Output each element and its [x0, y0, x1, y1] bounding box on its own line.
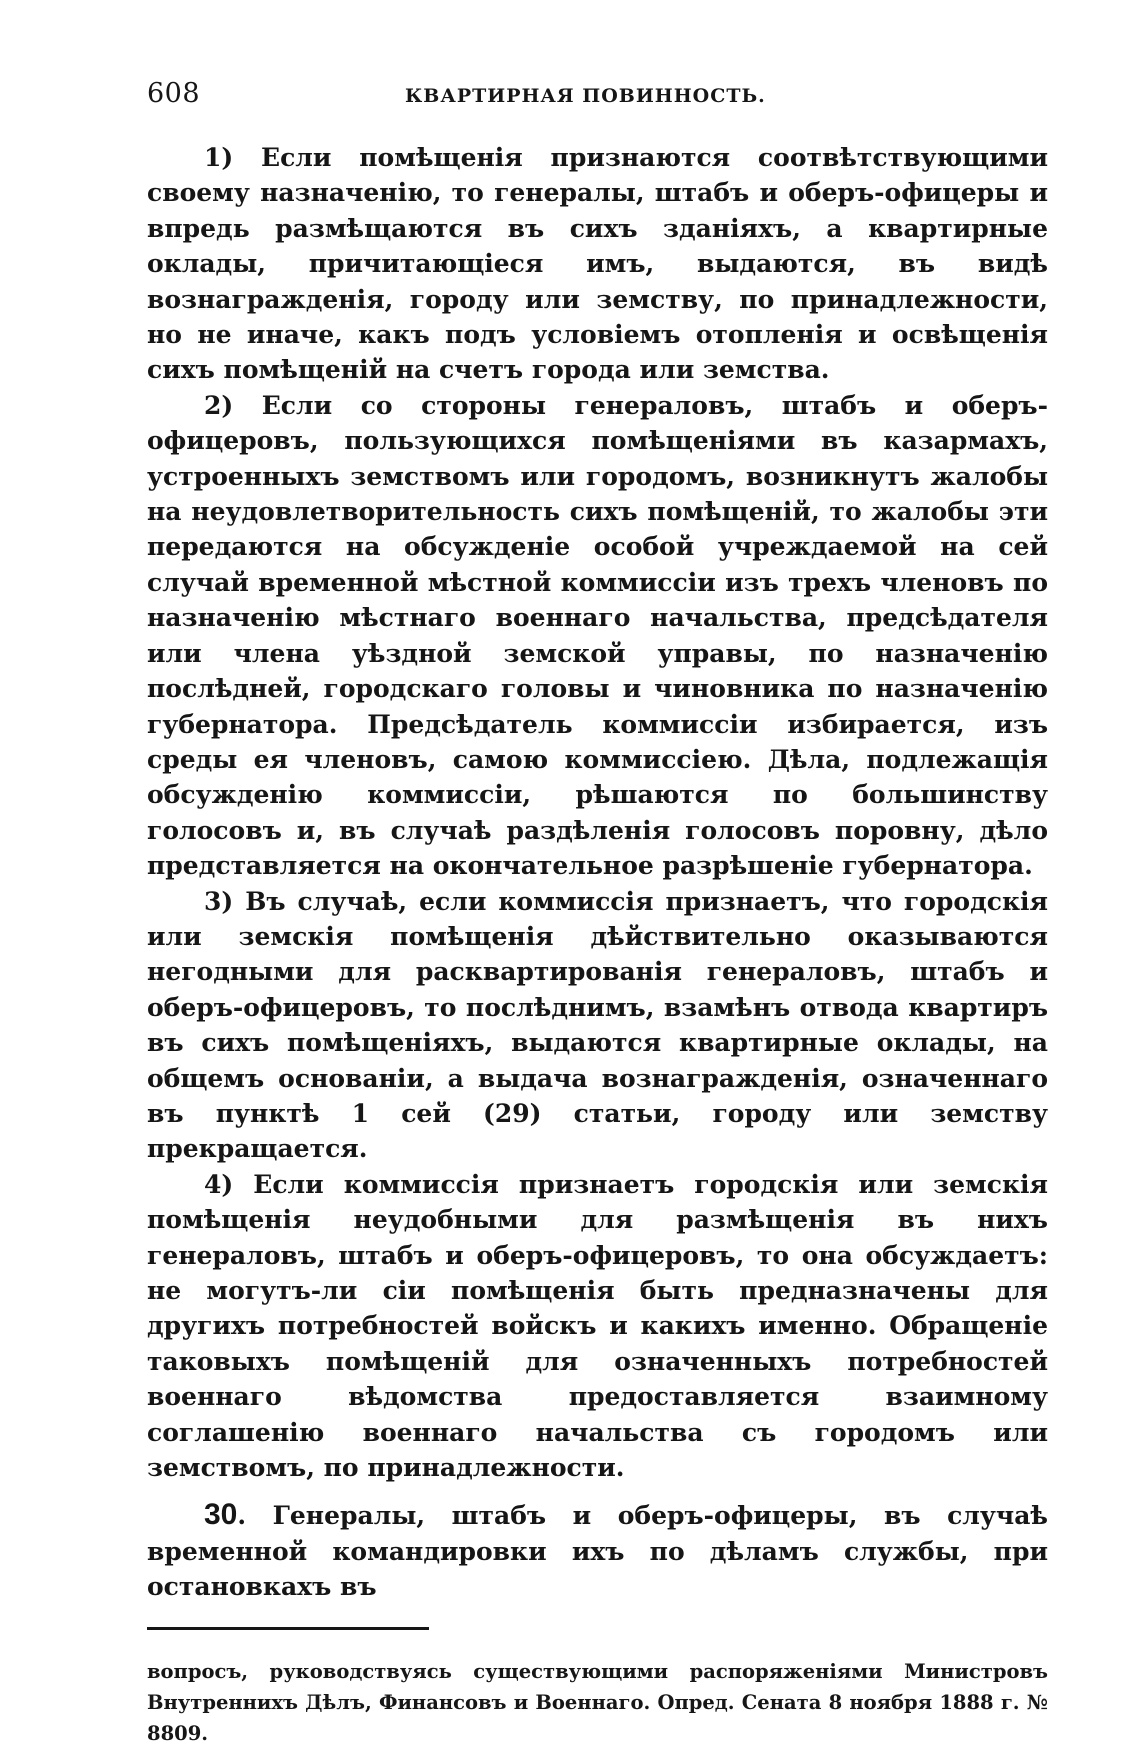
- paragraph-1: 1) Если помѣщенія признаются соотвѣтствующими своему назначенію, то генералы, штабъ и оберъ-офицеры и впредь размѣщаются въ сихъ зданіяхъ, а квартирные оклады, причитающіеся имъ, выдаются, въ видѣ вознагражденія, городу или земству, по принадлежности, но не иначе, какъ подъ условіемъ отопленія и освѣщенія сихъ помѣщеній на счетъ города или земства.: [147, 143, 1048, 385]
- article-text: . Генералы, штабъ и оберъ-офицеры, въ случаѣ временной командировки ихъ по дѣламъ службы, при остановкахъ въ: [147, 1501, 1048, 1602]
- body-text: [147, 140, 1048, 1605]
- paragraph-2: 2) Если со стороны генераловъ, штабъ и оберъ-офицеровъ, пользующихся помѣщеніями въ казармахъ, устроенныхъ земствомъ или городомъ, возникнутъ жалобы на неудовлетворительность сихъ помѣщеній, то жалобы эти передаются на обсужденіе особой учреждаемой на сей случай временной мѣстной коммиссіи изъ трехъ членовъ по назначенію мѣстнаго военнаго начальства, предсѣдателя или члена уѣздной земской управы, по назначенію послѣдней, городскаго головы и чиновника по назначенію губернатора. Предсѣдатель коммиссіи избирается, изъ среды ея членовъ, самою коммиссіею. Дѣла, подлежащія обсужденію коммиссіи, рѣшаются по большинству голосовъ и, въ случаѣ раздѣленія голосовъ поровну, дѣло представляется на окончательное разрѣшеніе губернатора.: [147, 390, 1048, 881]
- footnote: вопросъ, руководствуясь существующими распоряженіями Министровъ Внутреннихъ Дѣлъ, Финансовъ и Военнаго. Опред. Сената 8 ноября 1888 г. № 8809.: [147, 1659, 1048, 1745]
- article-number: 30: [204, 1498, 238, 1532]
- page-number: 608: [147, 78, 201, 109]
- article-30: [147, 1497, 1048, 1604]
- running-head: [147, 78, 1048, 122]
- footnote-divider: [147, 1627, 429, 1630]
- paragraph-4: 4) Если коммиссія признаетъ городскія или земскія помѣщенія неудобными для размѣщенія въ нихъ генераловъ, штабъ и оберъ-офицеровъ, то она обсуждаетъ: не могутъ-ли сіи помѣщенія быть предназначены для другихъ потребностей войскъ и какихъ именно. Обращеніе таковыхъ помѣщеній для означенныхъ потребностей военнаго вѣдомства предоставляется взаимному соглашенію военнаго начальства съ городомъ или земствомъ, по принадлежности.: [147, 1169, 1048, 1483]
- paragraph-3: 3) Въ случаѣ, если коммиссія признаетъ, что городскія или земскія помѣщенія дѣйствительно оказываются негодными для расквартированія генераловъ, штабъ и оберъ-офицеровъ, то послѣднимъ, взамѣнъ отвода квартиръ въ сихъ помѣщеніяхъ, выдаются квартирные оклады, на общемъ основаніи, а выдача вознагражденія, означеннаго въ пунктѣ 1 сей (29) статьи, городу или земству прекращается.: [147, 886, 1048, 1164]
- running-title: КВАРТИРНАЯ ПОВИННОСТЬ.: [405, 85, 766, 107]
